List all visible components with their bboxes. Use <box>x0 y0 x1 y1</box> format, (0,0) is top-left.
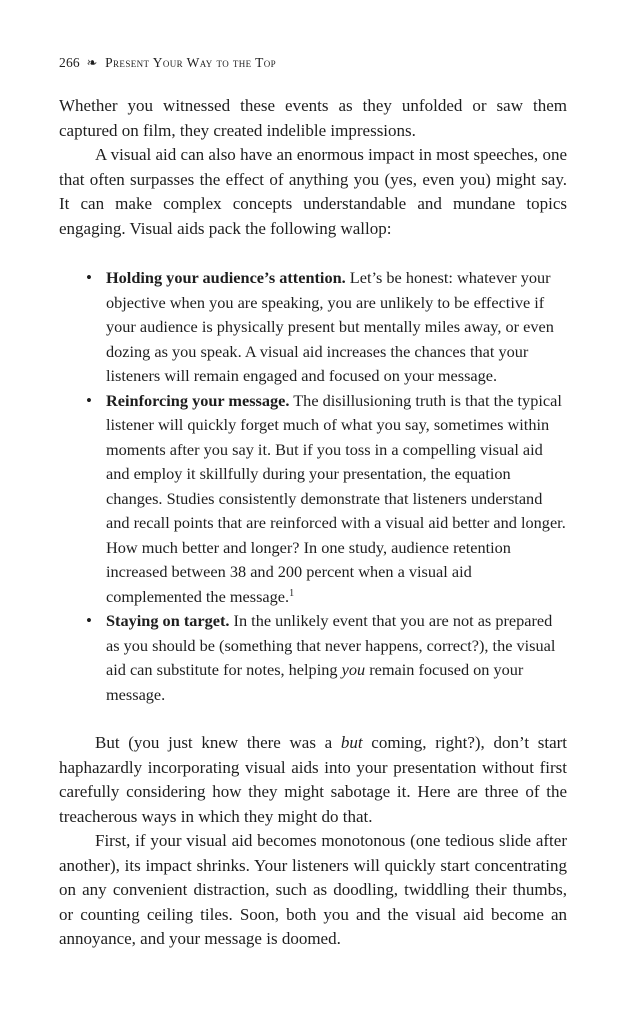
book-title: Present Your Way to the Top <box>105 55 277 70</box>
book-page <box>59 52 567 952</box>
bullet-icon: • <box>86 611 92 630</box>
bullet-text-end: remain focused on your message. <box>106 660 524 704</box>
bullet-emphasis: you <box>341 660 366 679</box>
paragraph-text-end: coming, right?), don’t start haphazardly incorporating visual aids into your presentation without first carefully considering how they might sabotage it. Here are three of the treacherous ways in which they might do that. <box>59 733 568 826</box>
paragraph-continued: Whether you witnessed these events as they unfolded or saw them captured on film, they created indelible impressions. <box>59 96 567 140</box>
bullet-text: Let’s be honest: whatever your objective when you are speaking, you are unlikely to be effective if your audience is physically present but mentally miles away, or even dozing as you speak. A visual aid increases the chances that your listeners will remain engaged and focused on your message. <box>106 268 554 385</box>
paragraph-but <box>59 731 567 829</box>
page-number: 266 <box>59 55 80 70</box>
bullet-item <box>86 266 567 389</box>
paragraph-visual-aid-impact: A visual aid can also have an enormous impact in most speeches, one that often surpasses the effect of anything you (yes, even you) might say. It can make complex concepts understandable and mundane topics engaging. Visual aids pack the following wallop: <box>59 145 567 238</box>
paragraph-emphasis: but <box>340 733 363 752</box>
bullet-list <box>59 266 567 707</box>
bullet-text: The disillusioning truth is that the typical listener will quickly forget much of what you say, sometimes within moments after you say it. But if you toss in a compelling visual aid and employ it skillfully during your presentation, the equation changes. Studies consistently demonstrate that listeners understand and recall points that are reinforced with a visual aid better and longer. How much better and longer? In one study, audience retention increased between 38 and 200 percent when a visual aid complemented the message. <box>106 390 566 606</box>
fleuron-icon: ❧ <box>86 55 98 70</box>
bullet-lead: Holding your audience’s attention. <box>106 268 346 287</box>
body-text <box>59 94 567 952</box>
paragraph-text: But (you just knew there was a <box>95 733 333 752</box>
bullet-icon: • <box>86 390 92 410</box>
bullet-item <box>86 389 567 610</box>
bullet-lead: Reinforcing your message. <box>106 390 290 410</box>
bullet-text: In the unlikely event that you are not as prepared as you should be (something that never happens, correct?), the visual aid can substitute for notes, helping <box>106 611 556 679</box>
paragraph-first: First, if your visual aid becomes monotonous (one tedious slide after another), its impact shrinks. Your listeners will quickly start concentrating on any convenient distraction, such as doodling, twiddling their thumbs, or counting ceiling tiles. Soon, both you and the visual aid become an annoyance, and your message is doomed. <box>59 831 567 948</box>
footnote-marker: 1 <box>289 587 295 599</box>
bullet-lead: Staying on target. <box>106 611 230 630</box>
bullet-icon: • <box>86 268 92 287</box>
running-head <box>59 52 567 74</box>
bullet-item <box>86 609 567 707</box>
